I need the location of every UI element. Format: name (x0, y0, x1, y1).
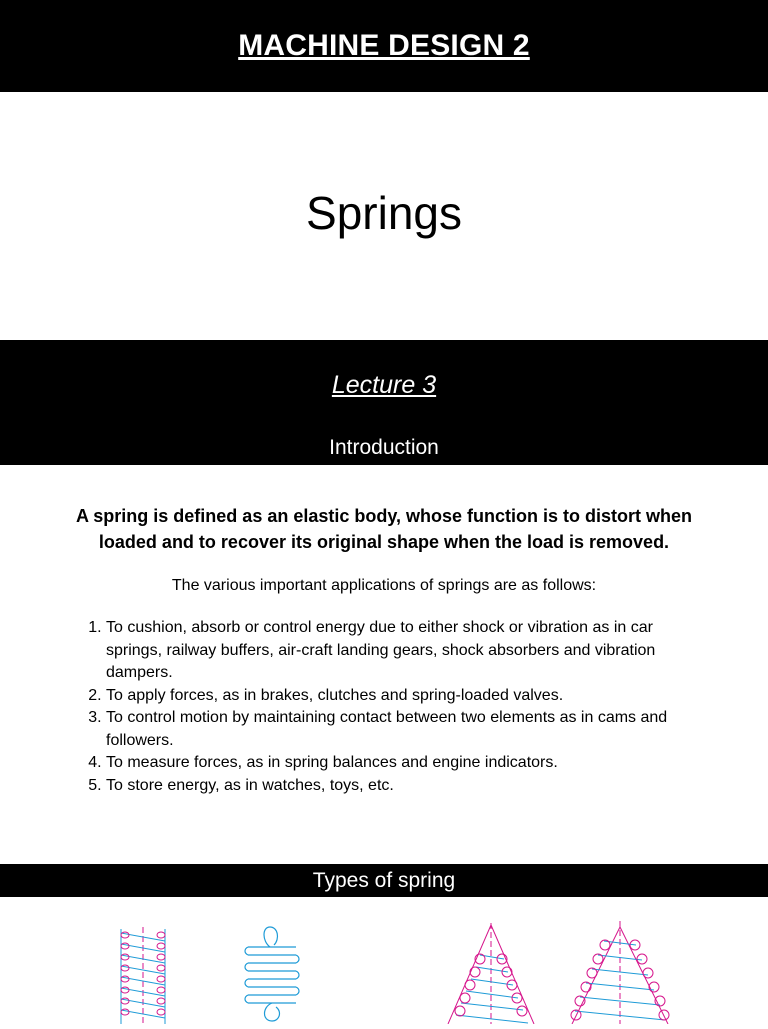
applications-list (56, 617, 712, 797)
types-heading: Types of spring (312, 868, 456, 892)
spring-illustrations (0, 897, 768, 1024)
list-item: 1. To cushion, absorb or control energy due to either shock or vibration as in car springs, railway buffers, air-craft landing gears, shock absorbers and vibration dampers. (106, 617, 712, 685)
header-band (0, 0, 768, 92)
lecture-band (0, 340, 768, 465)
lecture-label: Lecture 3 (331, 371, 437, 399)
list-item: 5. To store energy, as in watches, toys, etc. (106, 775, 712, 798)
title-area (0, 92, 768, 340)
course-title: MACHINE DESIGN 2 (238, 29, 530, 62)
compression-spring-image (121, 927, 165, 1024)
list-item: 3. To control motion by maintaining contact between two elements as in cams and followers. (106, 707, 712, 752)
conical-spring-image (448, 923, 534, 1024)
extension-spring-image (245, 927, 299, 1021)
springs-figure (0, 897, 768, 1024)
types-band (0, 864, 768, 897)
spring-definition: A spring is defined as an elastic body, whose function is to distort when loaded and to recover its original shape when the load is removed. (75, 506, 693, 552)
section-heading-introduction: Introduction (329, 436, 439, 459)
page-title: Springs (306, 187, 462, 239)
list-item: 2. To apply forces, as in brakes, clutches and spring-loaded valves. (106, 685, 712, 708)
barrel-spring-image (571, 921, 669, 1024)
applications-intro: The various important applications of springs are as follows: (171, 577, 597, 594)
list-item: 4. To measure forces, as in spring balances and engine indicators. (106, 752, 712, 775)
